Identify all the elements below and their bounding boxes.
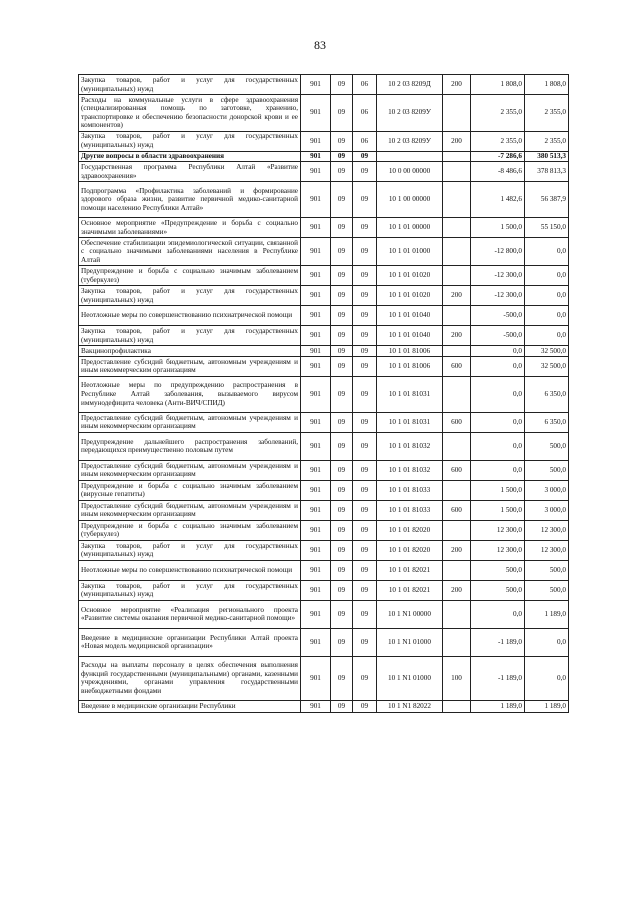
cell-target-code: 10 1 01 01020 — [377, 266, 443, 286]
row-name: Государственная программа Республики Алтай «Развитие здравоохранения» — [79, 162, 301, 182]
cell-expense-type: 600 — [443, 356, 471, 376]
cell-subsection: 09 — [353, 162, 377, 182]
cell-subsection: 09 — [353, 628, 377, 656]
cell-section: 09 — [331, 75, 353, 95]
cell-subsection: 06 — [353, 95, 377, 132]
row-name: Закупка товаров, работ и услуг для государственных (муниципальных) нужд — [79, 131, 301, 151]
row-name: Закупка товаров, работ и услуг для государственных (муниципальных) нужд — [79, 286, 301, 306]
table-row — [79, 628, 569, 656]
row-name: Неотложные меры по совершенствованию психиатрической помощи — [79, 560, 301, 580]
cell-amount-total: 2 355,0 — [525, 131, 569, 151]
cell-target-code: 10 1 01 81031 — [377, 412, 443, 432]
cell-section: 09 — [331, 540, 353, 560]
cell-target-code: 10 1 01 01040 — [377, 306, 443, 326]
row-name: Другие вопросы в области здравоохранения — [79, 151, 301, 162]
table-row — [79, 560, 569, 580]
cell-expense-type — [443, 346, 471, 357]
cell-amount-change: -1 189,0 — [471, 656, 525, 700]
cell-amount-change: -500,0 — [471, 306, 525, 326]
cell-amount-total: 500,0 — [525, 460, 569, 480]
cell-expense-type — [443, 162, 471, 182]
table-row — [79, 500, 569, 520]
cell-section: 09 — [331, 500, 353, 520]
cell-section: 09 — [331, 151, 353, 162]
cell-target-code: 10 1 00 00000 — [377, 182, 443, 218]
cell-section: 09 — [331, 520, 353, 540]
cell-expense-type: 200 — [443, 540, 471, 560]
cell-section: 09 — [331, 412, 353, 432]
cell-admin: 901 — [301, 131, 331, 151]
cell-subsection: 09 — [353, 432, 377, 460]
cell-section: 09 — [331, 460, 353, 480]
cell-amount-change: 500,0 — [471, 580, 525, 600]
table-row — [79, 131, 569, 151]
cell-expense-type — [443, 432, 471, 460]
cell-admin: 901 — [301, 326, 331, 346]
cell-subsection: 09 — [353, 412, 377, 432]
cell-amount-total: 378 813,3 — [525, 162, 569, 182]
cell-subsection: 09 — [353, 540, 377, 560]
row-name: Предупреждение дальнейшего распространения заболеваний, передающихся преимущественно половым путем — [79, 432, 301, 460]
cell-expense-type — [443, 218, 471, 238]
table-row — [79, 376, 569, 412]
cell-section: 09 — [331, 480, 353, 500]
row-name: Основное мероприятие «Реализация регионального проекта «Развитие системы оказания первичной медико-санитарной помощи» — [79, 600, 301, 628]
table-row — [79, 218, 569, 238]
cell-amount-change: 0,0 — [471, 600, 525, 628]
cell-target-code: 10 1 N1 82022 — [377, 700, 443, 712]
cell-amount-change: -1 189,0 — [471, 628, 525, 656]
cell-expense-type — [443, 151, 471, 162]
cell-subsection: 06 — [353, 131, 377, 151]
cell-amount-change: 1 808,0 — [471, 75, 525, 95]
cell-subsection: 09 — [353, 376, 377, 412]
row-name: Предоставление субсидий бюджетным, автономным учреждениям и иным некоммерческим организациям — [79, 356, 301, 376]
cell-section: 09 — [331, 266, 353, 286]
cell-admin: 901 — [301, 306, 331, 326]
cell-admin: 901 — [301, 266, 331, 286]
cell-amount-total: 3 000,0 — [525, 500, 569, 520]
cell-target-code: 10 1 01 81033 — [377, 480, 443, 500]
cell-amount-change: 1 482,6 — [471, 182, 525, 218]
cell-admin: 901 — [301, 628, 331, 656]
cell-amount-total: 0,0 — [525, 656, 569, 700]
cell-expense-type: 200 — [443, 75, 471, 95]
table-row — [79, 656, 569, 700]
cell-section: 09 — [331, 286, 353, 306]
row-name: Неотложные меры по совершенствованию психиатрической помощи — [79, 306, 301, 326]
cell-expense-type: 200 — [443, 286, 471, 306]
cell-admin: 901 — [301, 656, 331, 700]
cell-section: 09 — [331, 356, 353, 376]
cell-subsection: 09 — [353, 600, 377, 628]
row-name: Основное мероприятие «Предупреждение и борьба с социально значимыми заболеваниями» — [79, 218, 301, 238]
table-row — [79, 460, 569, 480]
cell-amount-change: 0,0 — [471, 432, 525, 460]
cell-amount-total: 500,0 — [525, 432, 569, 460]
cell-expense-type — [443, 238, 471, 266]
cell-amount-total: 32 500,0 — [525, 356, 569, 376]
cell-admin: 901 — [301, 560, 331, 580]
cell-target-code: 10 1 01 82020 — [377, 540, 443, 560]
cell-admin: 901 — [301, 218, 331, 238]
row-name: Расходы на коммунальные услуги в сфере здравоохранения (специализированная помощь по заготовке, хранению, транспортировке и обеспечению безопасности донорской крови и ее компонентов) — [79, 95, 301, 132]
cell-admin: 901 — [301, 286, 331, 306]
cell-amount-total: 1 189,0 — [525, 700, 569, 712]
cell-amount-change: -12 300,0 — [471, 286, 525, 306]
cell-subsection: 09 — [353, 700, 377, 712]
cell-expense-type: 200 — [443, 131, 471, 151]
cell-admin: 901 — [301, 600, 331, 628]
table-row — [79, 151, 569, 162]
cell-subsection: 09 — [353, 182, 377, 218]
cell-expense-type — [443, 700, 471, 712]
cell-target-code: 10 1 01 82021 — [377, 580, 443, 600]
cell-section: 09 — [331, 346, 353, 357]
cell-target-code: 10 1 01 01020 — [377, 286, 443, 306]
cell-amount-change: 2 355,0 — [471, 95, 525, 132]
cell-expense-type — [443, 182, 471, 218]
cell-amount-total: 56 387,9 — [525, 182, 569, 218]
cell-admin: 901 — [301, 580, 331, 600]
cell-expense-type — [443, 628, 471, 656]
cell-expense-type — [443, 95, 471, 132]
cell-amount-total: 0,0 — [525, 266, 569, 286]
cell-amount-total: 0,0 — [525, 238, 569, 266]
table-row — [79, 266, 569, 286]
cell-subsection: 09 — [353, 306, 377, 326]
cell-subsection: 09 — [353, 326, 377, 346]
cell-amount-total: 380 513,3 — [525, 151, 569, 162]
cell-admin: 901 — [301, 95, 331, 132]
cell-admin: 901 — [301, 182, 331, 218]
cell-subsection: 09 — [353, 560, 377, 580]
cell-target-code: 10 1 01 81006 — [377, 356, 443, 376]
table-row — [79, 182, 569, 218]
cell-admin: 901 — [301, 162, 331, 182]
cell-amount-change: 1 500,0 — [471, 500, 525, 520]
cell-target-code: 10 2 03 8209У — [377, 95, 443, 132]
cell-expense-type — [443, 600, 471, 628]
row-name: Закупка товаров, работ и услуг для государственных (муниципальных) нужд — [79, 326, 301, 346]
cell-amount-change: 0,0 — [471, 356, 525, 376]
cell-amount-change: -500,0 — [471, 326, 525, 346]
cell-amount-change: -12 800,0 — [471, 238, 525, 266]
cell-subsection: 09 — [353, 356, 377, 376]
cell-admin: 901 — [301, 356, 331, 376]
cell-amount-change: 0,0 — [471, 346, 525, 357]
row-name: Неотложные меры по предупреждению распространения в Республике Алтай заболевания, вызываемого вирусом иммунодефицита человека (Анти-ВИЧ/СПИД) — [79, 376, 301, 412]
cell-expense-type — [443, 376, 471, 412]
cell-target-code: 10 1 01 82021 — [377, 560, 443, 580]
cell-expense-type — [443, 480, 471, 500]
cell-subsection: 09 — [353, 346, 377, 357]
cell-amount-total: 32 500,0 — [525, 346, 569, 357]
cell-amount-change: 12 300,0 — [471, 520, 525, 540]
cell-target-code: 10 1 N1 01000 — [377, 656, 443, 700]
row-name: Предоставление субсидий бюджетным, автономным учреждениям и иным некоммерческим организациям — [79, 500, 301, 520]
cell-amount-change: 0,0 — [471, 376, 525, 412]
cell-amount-total: 55 150,0 — [525, 218, 569, 238]
cell-expense-type — [443, 306, 471, 326]
cell-target-code: 10 1 N1 00000 — [377, 600, 443, 628]
table-row — [79, 346, 569, 357]
cell-admin: 901 — [301, 412, 331, 432]
cell-subsection: 09 — [353, 656, 377, 700]
table-row — [79, 356, 569, 376]
cell-section: 09 — [331, 326, 353, 346]
cell-subsection: 09 — [353, 480, 377, 500]
row-name: Вакцинопрофилактика — [79, 346, 301, 357]
cell-amount-change: 500,0 — [471, 560, 525, 580]
page-number: 83 — [314, 38, 326, 52]
table-row — [79, 700, 569, 712]
table-row — [79, 432, 569, 460]
row-name: Обеспечение стабилизации эпидемиологической ситуации, связанной с социально значимыми заболеваниями населения в Республике Алтай — [79, 238, 301, 266]
cell-amount-total: 6 350,0 — [525, 376, 569, 412]
cell-amount-change: 1 500,0 — [471, 218, 525, 238]
table-row — [79, 162, 569, 182]
row-name: Расходы на выплаты персоналу в целях обеспечения выполнения функций государственными (муниципальными) органами, казенными учреждениями, органами управления государственными внебюджетными фондами — [79, 656, 301, 700]
cell-admin: 901 — [301, 346, 331, 357]
cell-amount-total: 0,0 — [525, 628, 569, 656]
cell-expense-type: 100 — [443, 656, 471, 700]
cell-subsection: 09 — [353, 238, 377, 266]
cell-expense-type: 200 — [443, 580, 471, 600]
cell-subsection: 09 — [353, 520, 377, 540]
cell-admin: 901 — [301, 700, 331, 712]
table-row — [79, 540, 569, 560]
cell-subsection: 09 — [353, 286, 377, 306]
cell-expense-type: 600 — [443, 412, 471, 432]
row-name: Предупреждение и борьба с социально значимым заболеванием (туберкулез) — [79, 266, 301, 286]
cell-expense-type: 600 — [443, 500, 471, 520]
cell-amount-total: 2 355,0 — [525, 95, 569, 132]
cell-subsection: 09 — [353, 500, 377, 520]
cell-amount-total: 6 350,0 — [525, 412, 569, 432]
cell-amount-total: 0,0 — [525, 326, 569, 346]
row-name: Предупреждение и борьба с социально значимым заболеванием (туберкулез) — [79, 520, 301, 540]
table-row — [79, 75, 569, 95]
cell-amount-total: 12 300,0 — [525, 540, 569, 560]
cell-target-code: 10 1 01 81033 — [377, 500, 443, 520]
cell-target-code: 10 2 03 8209Д — [377, 75, 443, 95]
cell-amount-total: 500,0 — [525, 580, 569, 600]
cell-section: 09 — [331, 376, 353, 412]
cell-section: 09 — [331, 131, 353, 151]
table-row — [79, 286, 569, 306]
table-row — [79, 580, 569, 600]
table-row — [79, 480, 569, 500]
cell-section: 09 — [331, 95, 353, 132]
table-row — [79, 95, 569, 132]
cell-admin: 901 — [301, 238, 331, 266]
cell-amount-change: -7 286,6 — [471, 151, 525, 162]
cell-target-code: 10 1 N1 01000 — [377, 628, 443, 656]
cell-admin: 901 — [301, 500, 331, 520]
cell-amount-change: 0,0 — [471, 412, 525, 432]
row-name: Введение в медицинские организации Республики Алтай проекта «Новая модель медицинской организации» — [79, 628, 301, 656]
cell-admin: 901 — [301, 75, 331, 95]
cell-admin: 901 — [301, 432, 331, 460]
row-name: Подпрограмма «Профилактика заболеваний и формирование здорового образа жизни, развитие первичной медико-санитарной помощи населению Республики Алтай» — [79, 182, 301, 218]
cell-amount-total: 0,0 — [525, 286, 569, 306]
cell-section: 09 — [331, 162, 353, 182]
cell-subsection: 09 — [353, 580, 377, 600]
cell-subsection: 09 — [353, 266, 377, 286]
table-row — [79, 238, 569, 266]
row-name: Закупка товаров, работ и услуг для государственных (муниципальных) нужд — [79, 580, 301, 600]
cell-target-code: 10 0 00 00000 — [377, 162, 443, 182]
cell-admin: 901 — [301, 540, 331, 560]
cell-target-code: 10 2 03 8209У — [377, 131, 443, 151]
row-name: Закупка товаров, работ и услуг для государственных (муниципальных) нужд — [79, 75, 301, 95]
cell-amount-total: 500,0 — [525, 560, 569, 580]
cell-amount-total: 12 300,0 — [525, 520, 569, 540]
budget-table — [78, 74, 569, 713]
cell-amount-change: 1 189,0 — [471, 700, 525, 712]
cell-amount-change: -8 486,6 — [471, 162, 525, 182]
cell-target-code: 10 1 01 81032 — [377, 460, 443, 480]
cell-section: 09 — [331, 600, 353, 628]
cell-expense-type — [443, 560, 471, 580]
cell-target-code: 10 1 01 82020 — [377, 520, 443, 540]
cell-expense-type — [443, 266, 471, 286]
cell-subsection: 09 — [353, 218, 377, 238]
row-name: Предоставление субсидий бюджетным, автономным учреждениям и иным некоммерческим организациям — [79, 412, 301, 432]
cell-amount-total: 1 189,0 — [525, 600, 569, 628]
cell-amount-total: 0,0 — [525, 306, 569, 326]
row-name: Закупка товаров, работ и услуг для государственных (муниципальных) нужд — [79, 540, 301, 560]
table-row — [79, 326, 569, 346]
cell-section: 09 — [331, 182, 353, 218]
table-row — [79, 306, 569, 326]
cell-target-code: 10 1 01 01000 — [377, 238, 443, 266]
table-row — [79, 412, 569, 432]
cell-section: 09 — [331, 580, 353, 600]
cell-admin: 901 — [301, 480, 331, 500]
cell-section: 09 — [331, 218, 353, 238]
cell-target-code: 10 1 01 81031 — [377, 376, 443, 412]
cell-expense-type: 600 — [443, 460, 471, 480]
cell-section: 09 — [331, 628, 353, 656]
row-name: Предупреждение и борьба с социально значимым заболеванием (вирусные гепатиты) — [79, 480, 301, 500]
table-row — [79, 600, 569, 628]
cell-target-code: 10 1 01 00000 — [377, 218, 443, 238]
cell-admin: 901 — [301, 376, 331, 412]
cell-section: 09 — [331, 238, 353, 266]
cell-admin: 901 — [301, 520, 331, 540]
cell-subsection: 09 — [353, 460, 377, 480]
cell-amount-change: 0,0 — [471, 460, 525, 480]
cell-section: 09 — [331, 700, 353, 712]
cell-expense-type — [443, 520, 471, 540]
cell-section: 09 — [331, 432, 353, 460]
cell-target-code: 10 1 01 81032 — [377, 432, 443, 460]
cell-expense-type: 200 — [443, 326, 471, 346]
cell-amount-change: 2 355,0 — [471, 131, 525, 151]
cell-amount-total: 1 808,0 — [525, 75, 569, 95]
cell-target-code — [377, 151, 443, 162]
table-row — [79, 520, 569, 540]
cell-subsection: 06 — [353, 75, 377, 95]
cell-admin: 901 — [301, 151, 331, 162]
cell-section: 09 — [331, 560, 353, 580]
row-name: Предоставление субсидий бюджетным, автономным учреждениям и иным некоммерческим организациям — [79, 460, 301, 480]
cell-amount-total: 3 000,0 — [525, 480, 569, 500]
cell-section: 09 — [331, 306, 353, 326]
cell-section: 09 — [331, 656, 353, 700]
table-body — [79, 75, 569, 713]
row-name: Введение в медицинские организации Республики — [79, 700, 301, 712]
cell-amount-change: 12 300,0 — [471, 540, 525, 560]
cell-admin: 901 — [301, 460, 331, 480]
cell-target-code: 10 1 01 81006 — [377, 346, 443, 357]
cell-amount-change: -12 300,0 — [471, 266, 525, 286]
cell-subsection: 09 — [353, 151, 377, 162]
cell-amount-change: 1 500,0 — [471, 480, 525, 500]
cell-target-code: 10 1 01 01040 — [377, 326, 443, 346]
